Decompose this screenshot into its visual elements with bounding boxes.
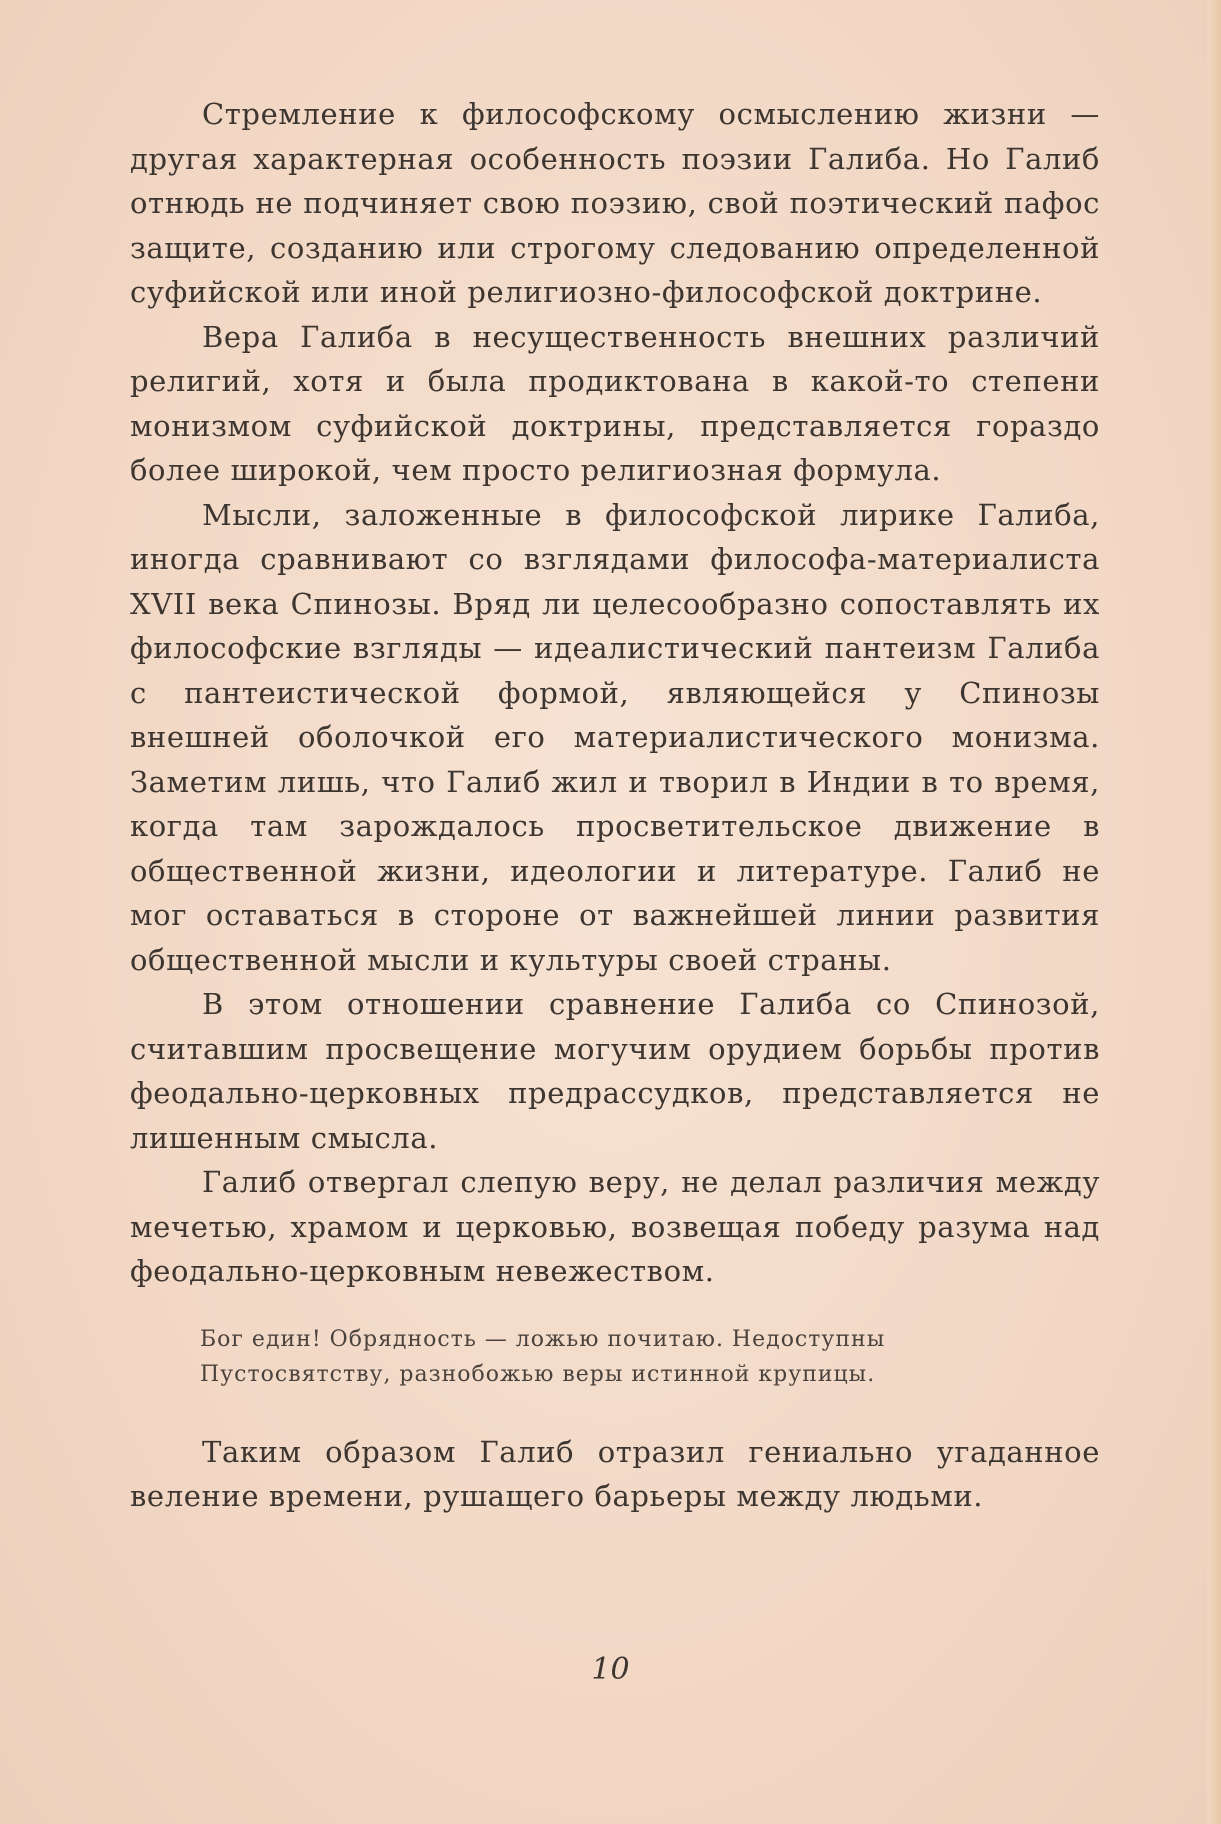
paragraph-5: Галиб отвергал слепую веру, не делал различия между мечетью, храмом и церковью, возвещая победу разума над феодально-церковным невежеством.: [130, 1165, 1100, 1288]
verse-line-1: Бог един! Обрядность — ложью почитаю. Недоступны: [200, 1326, 886, 1352]
page-number: 10: [591, 1652, 630, 1687]
paragraph-3: Мысли, заложенные в философской лирике Галиба, иногда сравнивают со взглядами философа-материалиста XVII века Спинозы. Вряд ли целесообразно сопоставлять их философские взгляды — идеалистический пантеизм Галиба с пантеистической формой, являющейся у Спинозы внешней оболочкой его материалистического монизма. Заметим лишь, что Галиб жил и творил в Индии в то время, когда там зарождалось просветительское движение в общественной жизни, идеологии и литературе. Галиб не мог оставаться в стороне от важнейшей линии развития общественной мысли и культуры своей страны.: [130, 497, 1100, 977]
paragraph-1: Стремление к философскому осмыслению жизни — другая характерная особенность поэзии Галиба. Но Галиб отнюдь не подчиняет свою поэзию, свой поэтический пафос защите, созданию или строгому следованию определенной суфийской или иной религиозно-философской доктрине.: [130, 97, 1100, 309]
text-block: [130, 92, 1100, 1519]
page-edge: [1207, 0, 1221, 1824]
closing-paragraph: Таким образом Галиб отразил гениально угаданное веление времени, рушащего барьеры между людьми.: [130, 1434, 1100, 1513]
paragraph-4: В этом отношении сравнение Галиба со Спинозой, считавшим просвещение могучим орудием борьбы против феодально-церковных предрассудков, представляется не лишенным смысла.: [130, 987, 1100, 1155]
paragraph-2: Вера Галиба в несущественность внешних различий религий, хотя и была продиктована в какой-то степени монизмом суфийской доктрины, представляется гораздо более широкой, чем просто религиозная формула.: [130, 319, 1100, 487]
verse-quote: [200, 1322, 1100, 1392]
verse-line-2: Пустосвятству, разнобожью веры истинной крупицы.: [200, 1361, 876, 1387]
